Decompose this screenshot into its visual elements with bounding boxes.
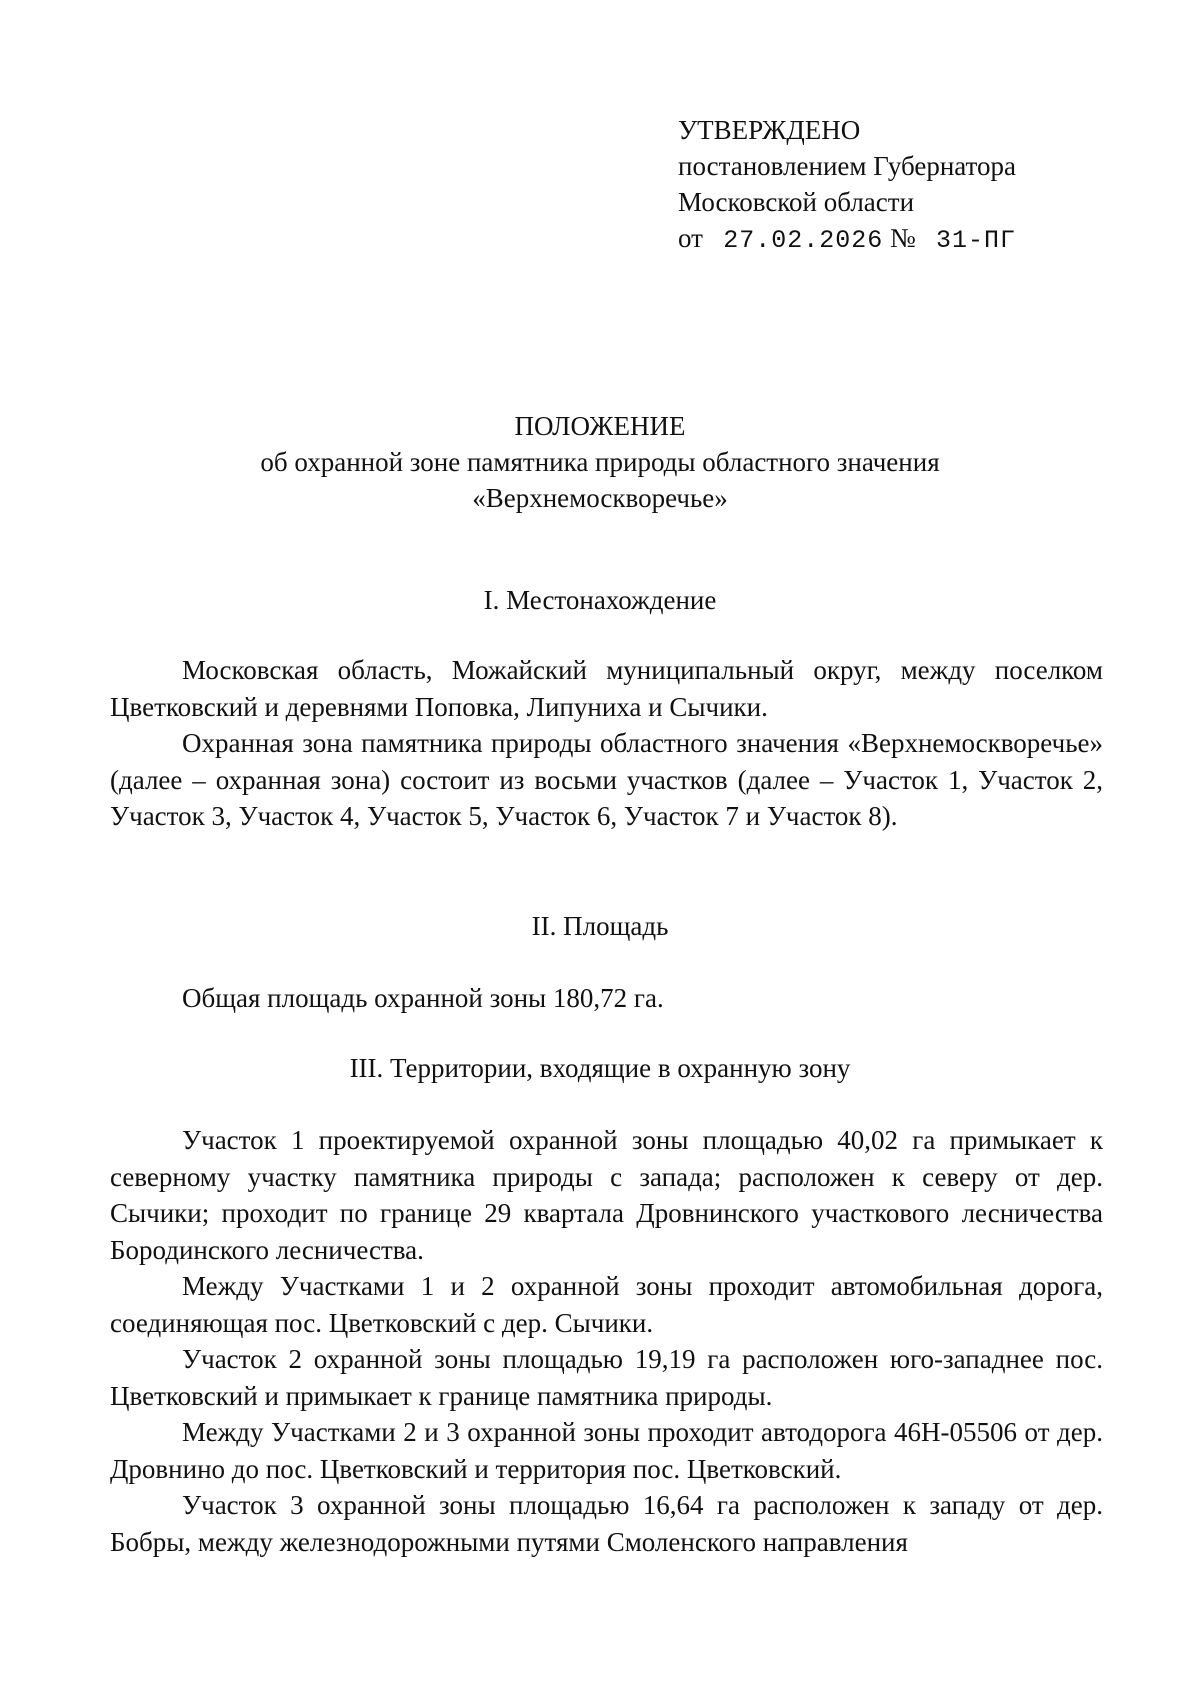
approval-date-prefix: от <box>678 223 703 253</box>
paragraph: Охранная зона памятника природы областного значения «Верхнемоскворечье» (далее – охранная зона) состоит из восьми участков (далее – Участок 1, Участок 2, Участок 3, Участок 4, Участок 5, Участок 6, Участок 7 и Участок 8). <box>110 728 1103 831</box>
section-body-territories <box>110 1122 1103 1560</box>
paragraph: Московская область, Можайский муниципальный округ, между поселком Цветковский и деревнями Поповка, Липуниха и Сычики. <box>110 655 1103 722</box>
document-title-block <box>0 408 1200 516</box>
approval-number: 31-ПГ <box>936 226 1017 255</box>
section-body-area <box>110 980 1103 1017</box>
paragraph: Между Участками 1 и 2 охранной зоны проходит автомобильная дорога, соединяющая пос. Цветковский с дер. Сычики. <box>110 1271 1103 1338</box>
section-heading-location: I. Местонахождение <box>483 585 717 615</box>
approval-number-sign: № <box>889 223 916 253</box>
paragraph: Участок 3 охранной зоны площадью 16,64 га расположен к западу от дер. Бобры, между железнодорожными путями Смоленского направления <box>110 1490 1103 1557</box>
paragraph: Участок 1 проектируемой охранной зоны площадью 40,02 га примыкает к северному участку памятника природы с запада; расположен к северу от дер. Сычики; проходит по границе 29 квартала Дровнинского участкового лесничества Бородинского лесничества. <box>110 1125 1103 1265</box>
section-heading-territories: III. Территории, входящие в охранную зону <box>349 1053 851 1083</box>
approval-date: 27.02.2026 <box>723 226 884 255</box>
approval-region-line: Московской области <box>678 187 915 217</box>
paragraph: Общая площадь охранной зоны 180,72 га. <box>182 983 664 1013</box>
approval-date-line <box>678 220 1016 259</box>
paragraph: Между Участками 2 и 3 охранной зоны проходит автодорога 46Н-05506 от дер. Дровнино до пос. Цветковский и территория пос. Цветковский. <box>110 1417 1103 1484</box>
document-name: «Верхнемоскворечье» <box>472 483 728 513</box>
approval-by-line: постановлением Губернатора <box>678 151 1016 181</box>
section-body-location <box>110 652 1103 835</box>
document-subtitle: об охранной зоне памятника природы областного значения <box>260 447 940 477</box>
section-heading-area: II. Площадь <box>531 911 669 941</box>
document-title: ПОЛОЖЕНИЕ <box>514 411 686 441</box>
paragraph: Участок 2 охранной зоны площадью 19,19 га расположен юго-западнее пос. Цветковский и примыкает к границе памятника природы. <box>110 1344 1103 1411</box>
approval-heading: УТВЕРЖДЕНО <box>678 115 861 145</box>
approval-stamp <box>678 112 1016 259</box>
